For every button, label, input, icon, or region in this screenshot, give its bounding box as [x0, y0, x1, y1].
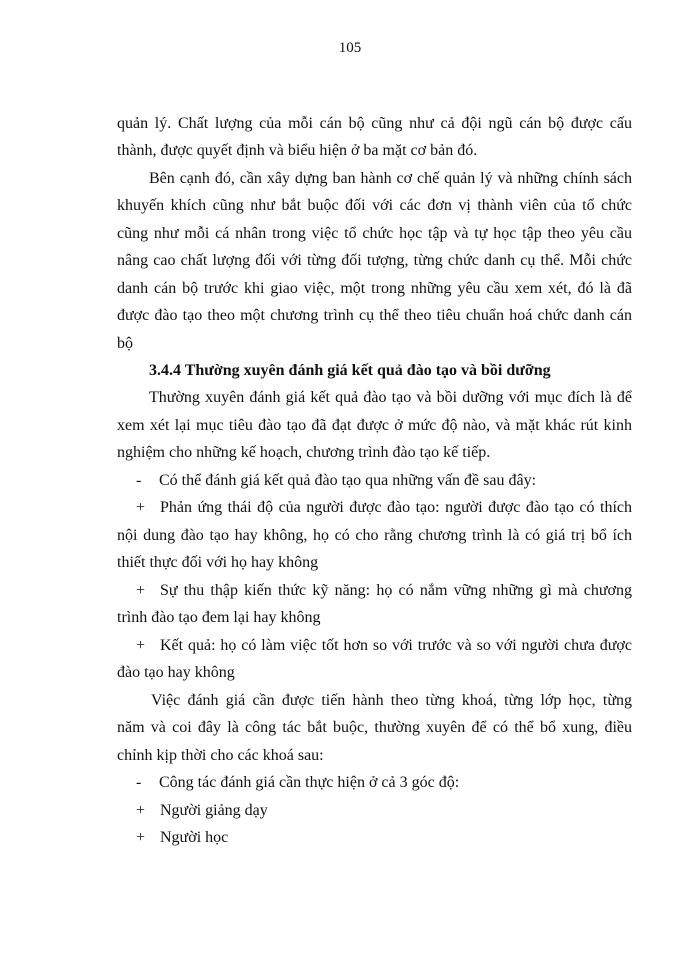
list-item-line: Kết quả: họ có làm việc tốt hơn so với trước và so với người chưa được: [160, 637, 632, 654]
plus-marker: +: [136, 637, 146, 654]
list-item: Người giảng dạy: [160, 802, 268, 819]
dash-marker: -: [136, 774, 142, 791]
list-item-line: Sự thu thập kiến thức kỹ năng: họ có nắm vững những gì mà chương: [160, 582, 632, 599]
paragraph-line: xem xét lại mục tiêu đào tạo đã đạt được ở mức độ nào, và mặt khác rút kinh: [117, 417, 632, 434]
plus-marker: +: [136, 802, 146, 819]
paragraph-line: bộ: [117, 335, 133, 352]
plus-marker: +: [136, 582, 146, 599]
paragraph-line: Bên cạnh đó, cần xây dựng ban hành cơ chế quản lý và những chính sách: [149, 170, 632, 187]
plus-marker: +: [136, 499, 146, 516]
paragraph-line: danh cán bộ trước khi giao việc, một trong những yêu cầu xem xét, đó là đã: [117, 280, 632, 297]
paragraph-line: nâng cao chất lượng đối với từng đối tượng, từng chức danh cụ thể. Mỗi chức: [117, 252, 632, 269]
list-item: Có thể đánh giá kết quả đào tạo qua những vấn đề sau đây:: [159, 472, 537, 489]
dash-marker: -: [136, 472, 142, 489]
list-item-line: đào tạo hay không: [117, 664, 235, 681]
list-item-line: nội dung đào tạo hay không, họ có cho rằng chương trình là có giá trị bổ ích: [117, 527, 632, 544]
paragraph-line: quản lý. Chất lượng của mỗi cán bộ cũng như cả đội ngũ cán bộ được cấu: [117, 115, 632, 132]
section-heading: 3.4.4 Thường xuyên đánh giá kết quả đào tạo và bồi dưỡng: [149, 362, 551, 379]
paragraph-line: được đào tạo theo một chương trình cụ thể theo tiêu chuẩn hoá chức danh cán: [117, 307, 632, 324]
paragraph-line: Việc đánh giá cần được tiến hành theo từng khoá, từng lớp học, từng: [151, 692, 632, 709]
list-item: Người học: [160, 829, 229, 846]
plus-marker: +: [136, 829, 146, 846]
list-item-line: thiết thực đối với họ hay không: [117, 554, 319, 571]
list-item-line: Phản ứng thái độ của người được đào tạo: người được đào tạo có thích: [160, 499, 632, 516]
paragraph-line: chỉnh kịp thời cho các khoá sau:: [117, 747, 324, 764]
paragraph-line: nghiệm cho những kế hoạch, chương trình đào tạo kế tiếp.: [117, 444, 491, 461]
paragraph-line: thành, được quyết định và biểu hiện ở ba mặt cơ bản đó.: [117, 142, 478, 159]
list-item-line: trình đào tạo đem lại hay không: [117, 609, 321, 626]
paragraph-line: khuyến khích cũng như bắt buộc đối với các đơn vị thành viên của tổ chức: [117, 197, 632, 214]
list-item: Công tác đánh giá cần thực hiện ở cả 3 góc độ:: [159, 774, 460, 791]
paragraph-line: Thường xuyên đánh giá kết quả đào tạo và bồi dưỡng với mục đích là để: [149, 389, 632, 406]
paragraph-line: cũng như mỗi cá nhân trong việc tổ chức học tập và tự học tập theo yêu cầu: [117, 225, 632, 242]
paragraph-line: năm và coi đây là công tác bắt buộc, thường xuyên để có thể bổ xung, điều: [117, 719, 632, 736]
page-number: 105: [338, 40, 362, 56]
